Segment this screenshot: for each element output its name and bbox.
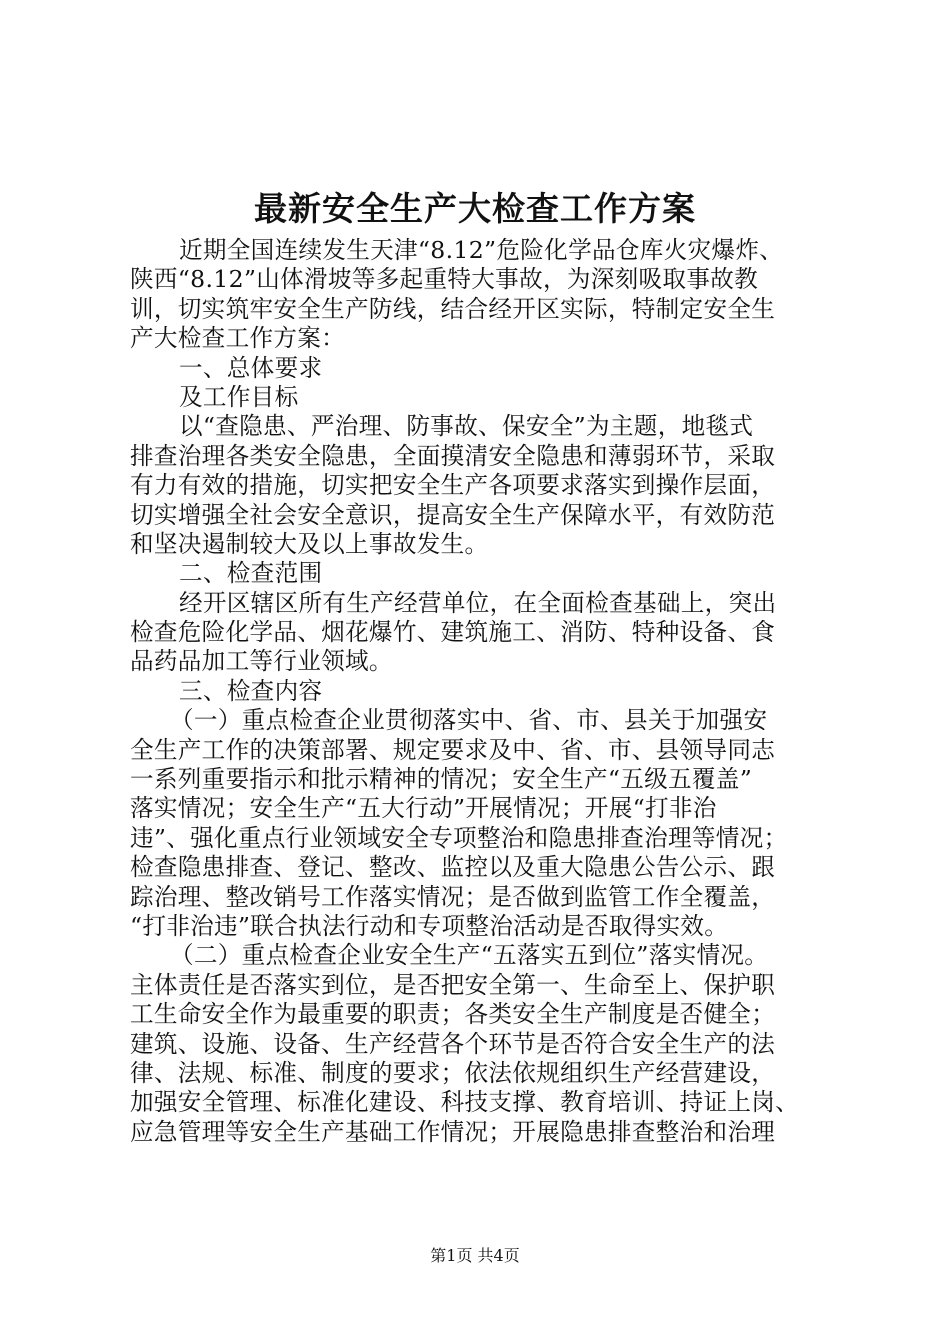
section-heading: 一、总体要求 [179,353,323,382]
paragraph-line: 品药品加工等行业领域。 [130,647,393,676]
paragraph-line: 律、法规、标准、制度的要求；依法依规组织生产经营建设， [130,1058,776,1087]
paragraph-line: 检查危险化学品、烟花爆竹、建筑施工、消防、特种设备、食 [130,618,776,647]
paragraph-line: 近期全国连续发生天津“8.12”危险化学品仓库火灾爆炸、 [179,236,784,264]
paragraph-line: 一系列重要指示和批示精神的情况；安全生产“五级五覆盖” [130,765,753,794]
page-footer: 第1页 共4页 [430,1246,520,1265]
paragraph-line: 切实增强全社会安全意识，提高安全生产保障水平，有效防范 [130,500,776,529]
paragraph-line: 踪治理、整改销号工作落实情况；是否做到监管工作全覆盖， [130,882,776,911]
section-heading: 及工作目标 [179,382,299,411]
paragraph-line: 落实情况；安全生产“五大行动”开展情况；开展“打非治 [130,794,717,823]
paragraph-line: 主体责任是否落实到位，是否把安全第一、生命至上、保护职 [130,970,776,999]
section-heading: 二、检查范围 [179,559,323,588]
section-heading: 三、检查内容 [179,676,323,705]
document-body [130,236,832,1147]
paragraph-line: 和坚决遏制较大及以上事故发生。 [130,529,489,558]
paragraph-line: 检查隐患排查、登记、整改、监控以及重大隐患公告公示、跟 [130,853,776,882]
paragraph-line: 工生命安全作为最重要的职责；各类安全生产制度是否健全； [130,1000,776,1029]
paragraph-line: 产大检查工作方案： [130,324,346,353]
paragraph-line: 加强安全管理、标准化建设、科技支撑、教育培训、持证上岗、 [130,1088,800,1117]
paragraph-line: 训，切实筑牢安全生产防线，结合经开区实际，特制定安全生 [130,294,776,323]
paragraph-line: （二）重点检查企业安全生产“五落实五到位”落实情况。 [170,941,769,970]
paragraph-line: 以“查隐患、严治理、防事故、保安全”为主题，地毯式 [179,412,754,441]
paragraph-line: 应急管理等安全生产基础工作情况；开展隐患排查整治和治理 [130,1117,776,1146]
paragraph-line: “打非治违”联合执法行动和专项整治活动是否取得实效。 [130,911,729,940]
paragraph-line: 全生产工作的决策部署、规定要求及中、省、市、县领导同志 [130,735,776,764]
paragraph-line: 建筑、设施、设备、生产经营各个环节是否符合安全生产的法 [130,1029,776,1058]
paragraph-line: 有力有效的措施，切实把安全生产各项要求落实到操作层面， [130,471,776,500]
paragraph-line: （一）重点检查企业贯彻落实中、省、市、县关于加强安 [170,706,768,735]
paragraph-line: 排查治理各类安全隐患，全面摸清安全隐患和薄弱环节，采取 [130,441,776,470]
paragraph-line: 经开区辖区所有生产经营单位，在全面检查基础上，突出 [179,588,777,617]
paragraph-line: 违”、强化重点行业领域安全专项整治和隐患排查治理等情况； [130,823,788,852]
paragraph-line: 陕西“8.12”山体滑坡等多起重特大事故，为深刻吸取事故教 [130,265,759,294]
document-title: 最新安全生产大检查工作方案 [254,189,696,228]
